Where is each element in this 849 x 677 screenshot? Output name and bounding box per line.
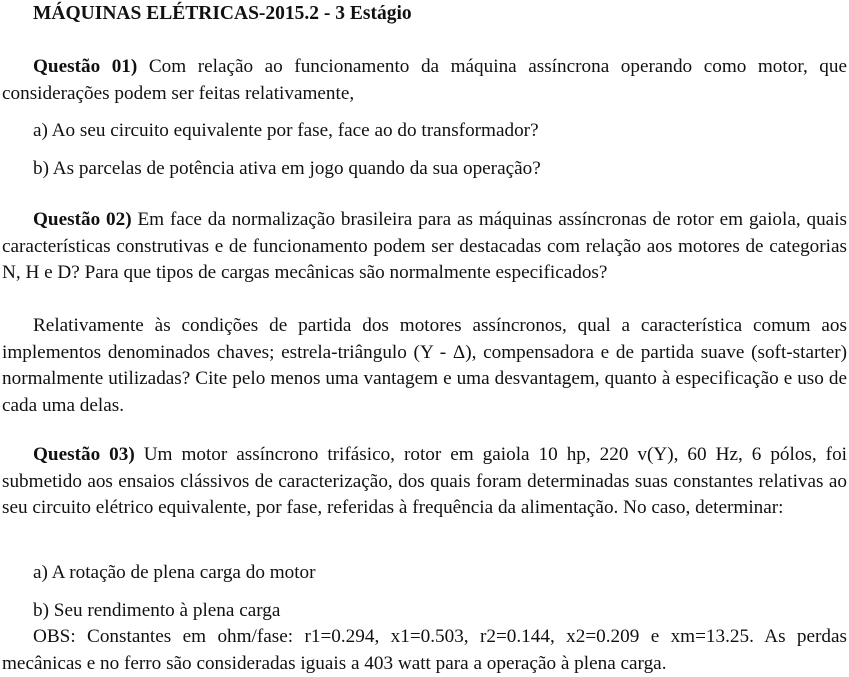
- question-02-label: Questão 02): [33, 209, 132, 230]
- question-03-item-a: a) A rotação de plena carga do motor: [33, 562, 316, 583]
- question-03-paragraph: [2, 442, 847, 522]
- page-title: MÁQUINAS ELÉTRICAS-2015.2 - 3 Estágio: [33, 3, 412, 24]
- question-03-observation: OBS: Constantes em ohm/fase: r1=0.294, x1=0.503, r2=0.144, x2=0.209 e xm=13.25. As perdas mecânicas e no ferro são consideradas iguais a 403 watt para a operação à plena carga.: [2, 626, 847, 674]
- question-01-text: Com relação ao funcionamento da máquina assíncrona operando como motor, que considerações podem ser feitas relativamente,: [2, 56, 847, 104]
- question-03-label: Questão 03): [33, 444, 135, 465]
- question-01-item-a: a) Ao seu circuito equivalente por fase, face ao do transformador?: [33, 120, 539, 141]
- question-02-text: Em face da normalização brasileira para as máquinas assíncronas de rotor em gaiola, quais características construtivas e de funcionamento podem ser destacadas com relação aos motores de categorias N, H e D? Para que tipos de cargas mecânicas são normalmente especificados?: [2, 209, 847, 283]
- question-02-paragraph-2: Relativamente às condições de partida dos motores assíncronos, qual a característica comum aos implementos denominados chaves; estrela-triângulo (Y - Δ), compensadora e de partida suave (soft-starter) normalmente utilizadas? Cite pelo menos uma vantagem e uma desvantagem, quanto à especificação e uso de cada uma delas.: [2, 315, 847, 416]
- question-01-paragraph: [2, 54, 847, 107]
- question-01-label: Questão 01): [33, 56, 138, 77]
- question-01-item-b: b) As parcelas de potência ativa em jogo quando da sua operação?: [33, 158, 541, 179]
- question-03-text: Um motor assíncrono trifásico, rotor em gaiola 10 hp, 220 v(Y), 60 Hz, 6 pólos, foi submetido aos ensaios clássivos de caracterização, dos quais foram determinadas suas constantes relativas ao seu circuito elétrico equivalente, por fase, referidas à frequência da alimentação. No caso, determinar:: [2, 444, 847, 518]
- question-02-paragraph: [2, 207, 847, 287]
- question-03-item-b: b) Seu rendimento à plena carga: [33, 600, 281, 621]
